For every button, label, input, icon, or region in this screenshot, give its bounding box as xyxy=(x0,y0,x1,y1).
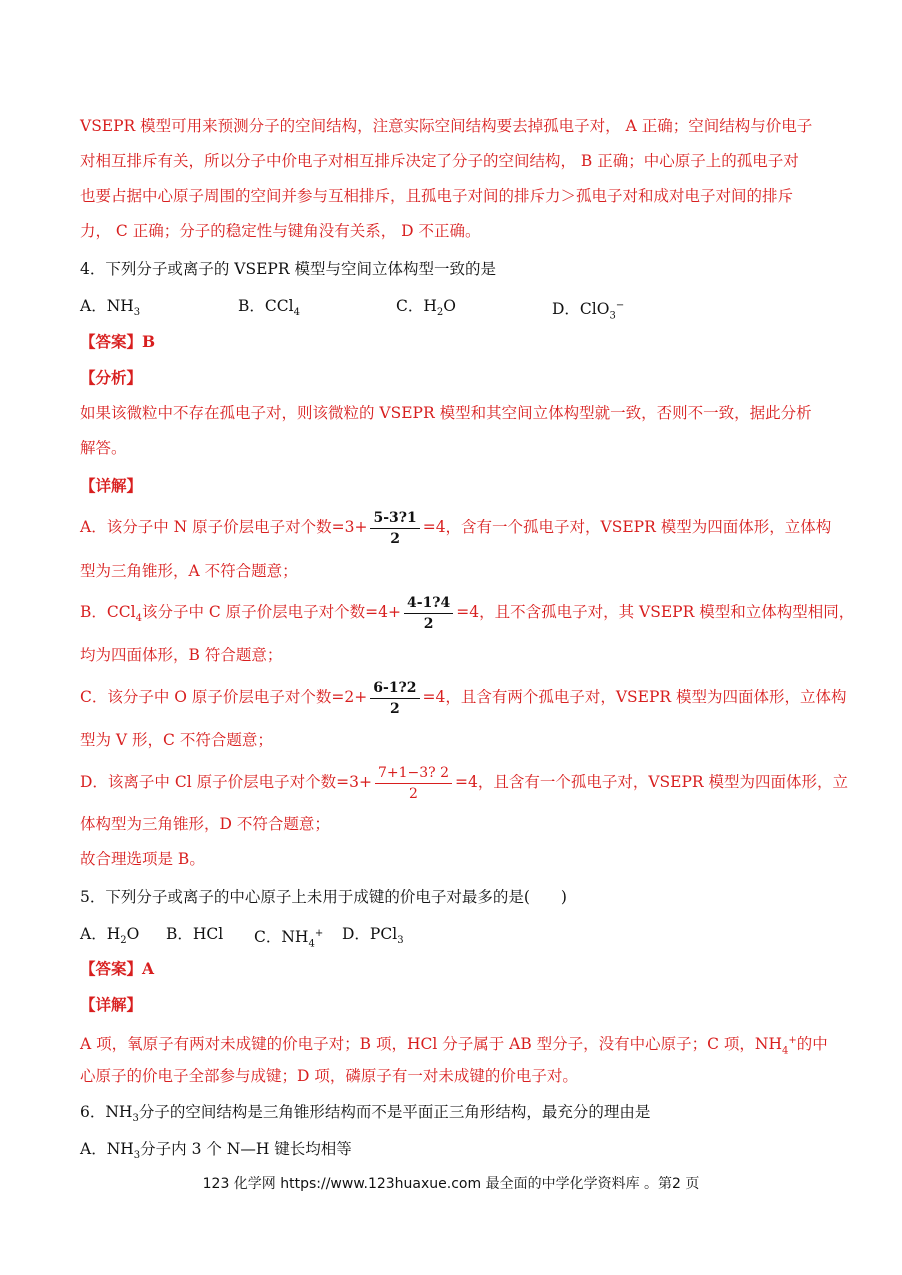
q5-answer: 【答案】A xyxy=(80,959,155,978)
question-4: 4．下列分子或离子的 VSEPR 模型与空间立体构型一致的是 xyxy=(80,260,496,278)
question-6: 6．$NH_3$分子的空间结构是三角锥形结构而不是平面正三角形结构，最充分的理由是 xyxy=(80,1103,651,1125)
q4-detail-c: C．该分子中 O 原子价层电子对个数=2+ $\frac{6-1?2}{2}$ =4，且含有两个孤电子对，VSEPR 模型为四面体形，立体构 xyxy=(80,679,847,717)
question-5: 5．下列分子或离子的中心原子上未用于成键的价电子对最多的是( ) xyxy=(80,888,567,906)
q4-detail-d: D．该离子中 Cl 原子价层电子对个数=3+ $\frac{7+1-3? 2}{2}$ =4，且含有一个孤电子对，VSEPR 模型为四面体形，立 xyxy=(80,764,848,802)
q4-detail-a: A．该分子中 N 原子价层电子对个数=3+ $\frac{5-3?1}{2}$ =4，含有一个孤电子对，VSEPR 模型为四面体形，立体构 xyxy=(80,509,832,547)
q4-detail-a-line-2: 型为三角锥形，A 不符合题意； xyxy=(80,562,298,580)
q4-detail-c-line-2: 型为 V 形，C 不符合题意； xyxy=(80,731,273,749)
fraction-c: $\frac{6-1?2}{2}$ xyxy=(370,680,419,717)
q4-option-a: A．$NH_3$ xyxy=(80,297,141,319)
q4-analysis-label: 【分析】 xyxy=(80,368,143,387)
q4-detail-label: 【详解】 xyxy=(80,476,143,495)
q6-option-a: A．$NH_3$分子内 3 个 N—H 键长均相等 xyxy=(80,1140,352,1162)
fraction-d: $\frac{7+1-3? 2}{2}$ xyxy=(375,765,452,802)
q4-detail-b-line-2: 均为四面体形，B 符合题意； xyxy=(80,646,283,664)
explanation-line-2: 对相互排斥有关，所以分子中价电子对相互排斥决定了分子的空间结构， B 正确；中心原子上的孤电子对 xyxy=(80,152,799,170)
q5-option-a: A．$H_2O$ xyxy=(80,925,140,947)
q4-detail-b: B．CCl$_4$该分子中 C 原子价层电子对个数=4+ $\frac{4-1?4}{2}$ =4，且不含孤电子对，其 VSEPR 模型和立体构型相同， xyxy=(80,594,855,632)
q4-answer: 【答案】B xyxy=(80,332,156,351)
q4-option-b: B．CCl$_4$ xyxy=(238,297,300,319)
explanation-line-1: VSEPR 模型可用来预测分子的空间结构，注意实际空间结构要去掉孤电子对， A 正确；空间结构与价电子 xyxy=(80,117,813,135)
q5-detail-line-2: 心原子的价电子全部参与成键；D 项，磷原子有一对未成键的价电子对。 xyxy=(80,1067,578,1085)
explanation-line-4: 力， C 正确；分子的稳定性与键角没有关系， D 不正确。 xyxy=(80,222,481,240)
explanation-line-3: 也要占据中心原子周围的空间并参与互相排斥，且孤电子对间的排斥力＞孤电子对和成对电子对间的排斥 xyxy=(80,187,794,205)
fraction-a: $\frac{5-3?1}{2}$ xyxy=(370,510,419,547)
q5-detail-line-1: A 项，氧原子有两对未成键的价电子对；B 项，HCl 分子属于 AB 型分子，没有中心原子；C 项，$NH_4^+$的中 xyxy=(80,1035,828,1057)
q4-option-d: D．ClO$_3$− xyxy=(552,300,625,322)
q4-detail-d-line-2: 体构型为三角锥形，D 不符合题意； xyxy=(80,815,330,833)
page-footer: 123 化学网 https://www.123huaxue.com 最全面的中学化学资料库 。第2 页 xyxy=(202,1176,700,1192)
q5-option-c: C．$NH_4^+$ xyxy=(254,928,324,950)
q5-option-d: D．PCl$_3$ xyxy=(342,925,404,947)
fraction-b: $\frac{4-1?4}{2}$ xyxy=(404,595,453,632)
q4-option-c: C．$H_2O$ xyxy=(396,297,456,319)
q4-analysis-line-1: 如果该微粒中不存在孤电子对，则该微粒的 VSEPR 模型和其空间立体构型就一致，否则不一致，据此分析 xyxy=(80,404,812,422)
q4-analysis-line-2: 解答。 xyxy=(80,439,127,457)
q4-conclusion: 故合理选项是 B。 xyxy=(80,850,205,868)
q5-detail-label: 【详解】 xyxy=(80,995,143,1014)
q5-option-b: B．HCl xyxy=(166,925,224,943)
